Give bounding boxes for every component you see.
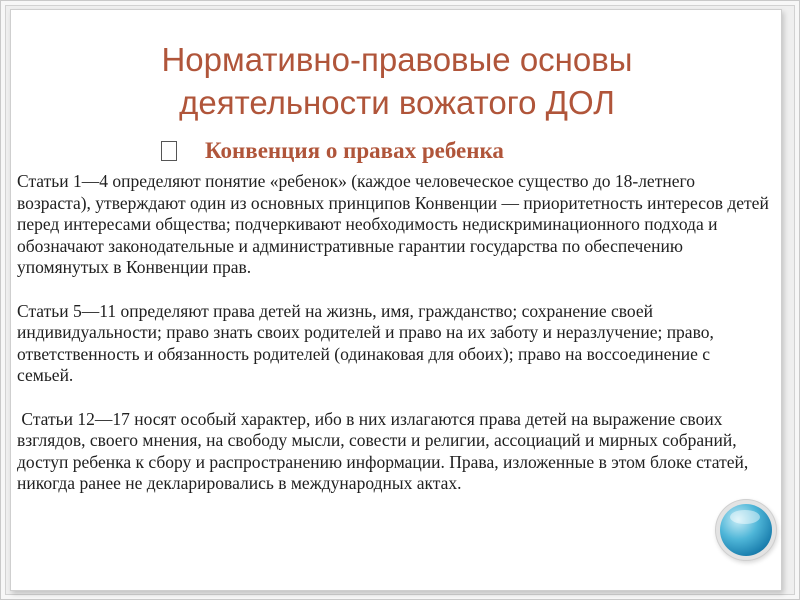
body-text	[17, 171, 769, 495]
paragraph-articles-5-11: Статьи 5—11 определяют права детей на жизнь, имя, гражданство; сохранение своей индивидуальности; право знать своих родителей и право на их заботу и неразлучение; право, ответственность и обязанность родителей (одинаковая для обоих); право на воссоединение с семьей.	[17, 300, 714, 386]
slide	[10, 9, 782, 591]
title-line-1: Нормативно-правовые основы	[161, 41, 633, 78]
paragraph-articles-12-17: Статьи 12—17 носят особый характер, ибо в них излагаются права детей на выражение своих взглядов, своего мнения, на свободу мысли, совести и религии, ассоциаций и мирных собраний, доступ ребенка к сбору и распространению информации. Права, изложенные в этом блоке статей, никогда ранее не декларировались в международных актах.	[17, 408, 753, 494]
decorative-orb-icon	[720, 504, 772, 556]
paragraph-gap	[17, 279, 769, 301]
orb-shine	[730, 510, 760, 524]
slide-subtitle: Конвенция о правах ребенка	[205, 138, 504, 163]
bullet-box-icon	[161, 141, 177, 161]
slide-title	[11, 38, 783, 124]
subtitle-row	[161, 136, 504, 166]
paragraph-articles-1-4: Статьи 1—4 определяют понятие «ребенок» (каждое человеческое существо до 18-летнего возраста), утверждают один из основных принципов Конвенции — приоритетность интересов детей перед интересами общества; подчеркивают необходимость недискриминационного подхода и обозначают законодательные и административные гарантии государства по обеспечению упомянутых в Конвенции прав.	[17, 171, 769, 278]
paragraph-gap	[17, 387, 769, 409]
title-line-2: деятельности вожатого ДОЛ	[179, 84, 615, 121]
